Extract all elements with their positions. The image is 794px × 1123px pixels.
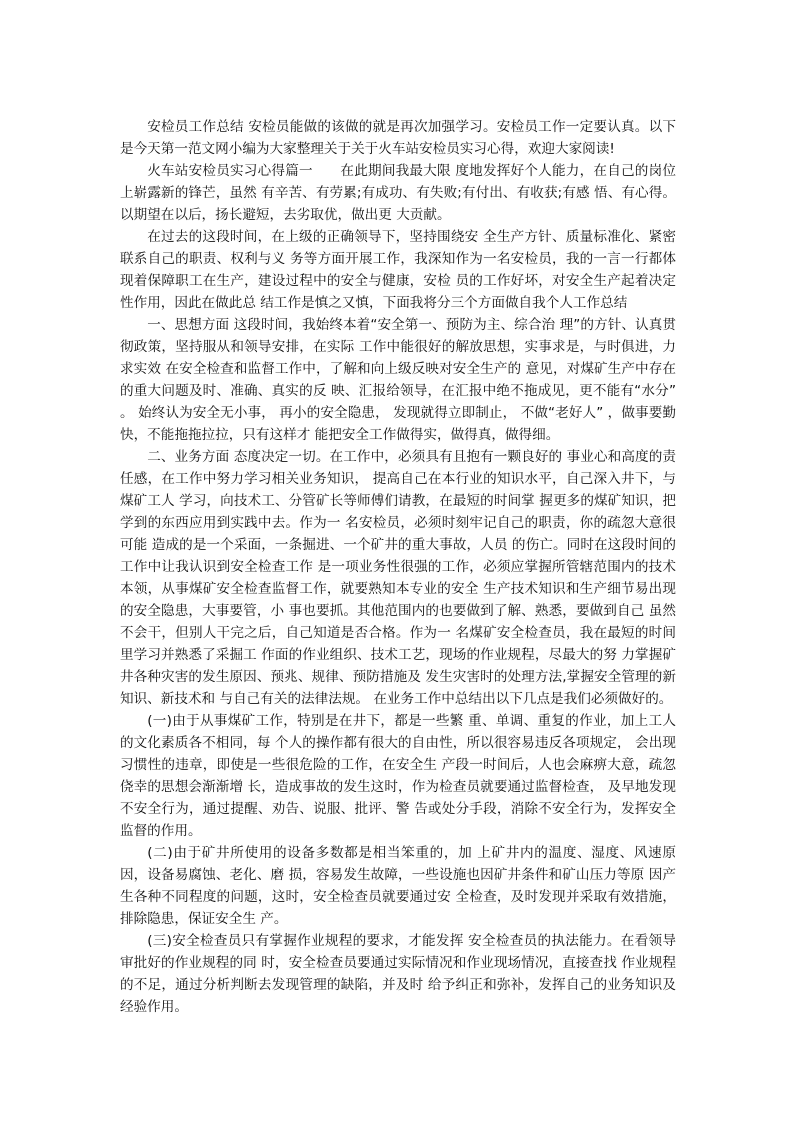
paragraph-article-heading: 火车站安检员实习心得篇一 在此期间我最大限 度地发挥好个人能力，在自己的岗位上崭露新的锋芒，虽然 有辛苦、有劳累;有成功、有失败;有付出、有收获;有感 悟、有心得。以期望在以后，扬长避短，去劣取优，做出更 大贡献。 <box>120 163 676 223</box>
paragraph-point-1: (一)由于从事煤矿工作，特别是在井下，都是一些繁 重、单调、重复的作业，加上工人的文化素质各不相同，每 个人的操作都有很大的自由性，所以很容易违反各项规定， 会出现习惯性的违章，即使是一些很危险的工作，在安全生 产段一时间后，人也会麻痹大意，疏忽侥幸的思想会渐渐增 长，造成事故的发生这时，作为检查员就要通过监督检查， 及早地发现不安全行为，通过提醒、劝告、说服、批评、警 告或处分手段，消除不安全行为，发挥安全监督的作用。 <box>120 713 676 839</box>
paragraph-point-3: (三)安全检查员只有掌握作业规程的要求，才能发挥 安全检查员的执法能力。在看领导审批好的作业规程的同 时，安全检查员要通过实际情况和作业现场情况，直接查找 作业规程的不足，通过分析判断去发现管理的缺陷，并及时 给予纠正和弥补，发挥自己的业务知识及经验作用。 <box>120 933 676 1015</box>
document-body <box>120 116 676 1018</box>
paragraph-point-2: (二)由于矿井所使用的设备多数都是相当笨重的，加 上矿井内的温度、湿度、风速原因，设备易腐蚀、老化、磨 损，容易发生故障，一些设施也因矿井条件和矿山压力等原 因产生各种不同程度的问题，这时，安全检查员就要通过安 全检查，及时发现并采取有效措施，排除隐患，保证安全生 产。 <box>120 845 676 927</box>
paragraph-section-business: 二、业务方面 态度决定一切。在工作中，必须具有且抱有一颗良好的 事业心和高度的责任感，在工作中努力学习相关业务知识， 提高自己在本行业的知识水平，自己深入井下，与煤矿工人 学习，向技术工、分管矿长等师傅们请教，在最短的时间掌 握更多的煤矿知识，把学到的东西应用到实践中去。作为一 名安检员，必须时刻牢记自己的职责，你的疏忽大意很可能 造成的是一个采面，一条掘进、一个矿井的重大事故，人员 的伤亡。同时在这段时间的工作中让我认识到安全检查工作 是一项业务性很强的工作，必须应掌握所管辖范围内的技术 本领，从事煤矿安全检查监督工作，就要熟知本专业的安全 生产技术知识和生产细节易出现的安全隐患，大事要管，小 事也要抓。其他范围内的也要做到了解、熟悉，要做到自己 虽然不会干，但别人干完之后，自己知道是否合格。作为一 名煤矿安全检查员，我在最短的时间里学习并熟悉了采掘工 作面的作业组织、技术工艺，现场的作业规程，尽最大的努 力掌握矿井各种灾害的发生原因、预兆、规律、预防措施及 发生灾害时的处理方法,掌握安全管理的新知识、新技术和 与自己有关的法律法规。 在业务工作中总结出以下几点是我们必须做好的。 <box>120 449 676 707</box>
paragraph-intro: 安检员工作总结 安检员能做的该做的就是再次加强学习。安检员工作一定要认真。以下是今天第一范文网小编为大家整理关于关于火车站安检员实习心得，欢迎大家阅读! <box>120 119 676 157</box>
paragraph-overview: 在过去的这段时间，在上级的正确领导下，坚持围绕安 全生产方针、质量标准化、紧密联系自己的职责、权利与义 务等方面开展工作，我深知作为一名安检员，我的一言一行都体现着保障职工在生产，建设过程中的安全与健康，安检 员的工作好坏，对安全生产起着决定性作用，因此在做此总 结工作是慎之又慎，下面我将分三个方面做自我个人工作总结 <box>120 229 676 311</box>
paragraph-section-thought: 一、思想方面 这段时间，我始终本着“安全第一、预防为主、综合治 理”的方针、认真贯彻政策，坚持服从和领导安排，在实际 工作中能很好的解放思想，实事求是，与时俱进，力求实效 在安全检查和监督工作中，了解和向上级反映对安全生产的 意见，对煤矿生产中存在的重大问题及时、准确、真实的反 映、汇报给领导，在汇报中绝不拖成见，更不能有“水分” 。 始终认为安全无小事， 再小的安全隐患， 发现就得立即制止， 不做“老好人” ，做事要勤快，不能拖拖拉拉，只有这样才 能把安全工作做得实，做得真，做得细。 <box>120 317 676 443</box>
